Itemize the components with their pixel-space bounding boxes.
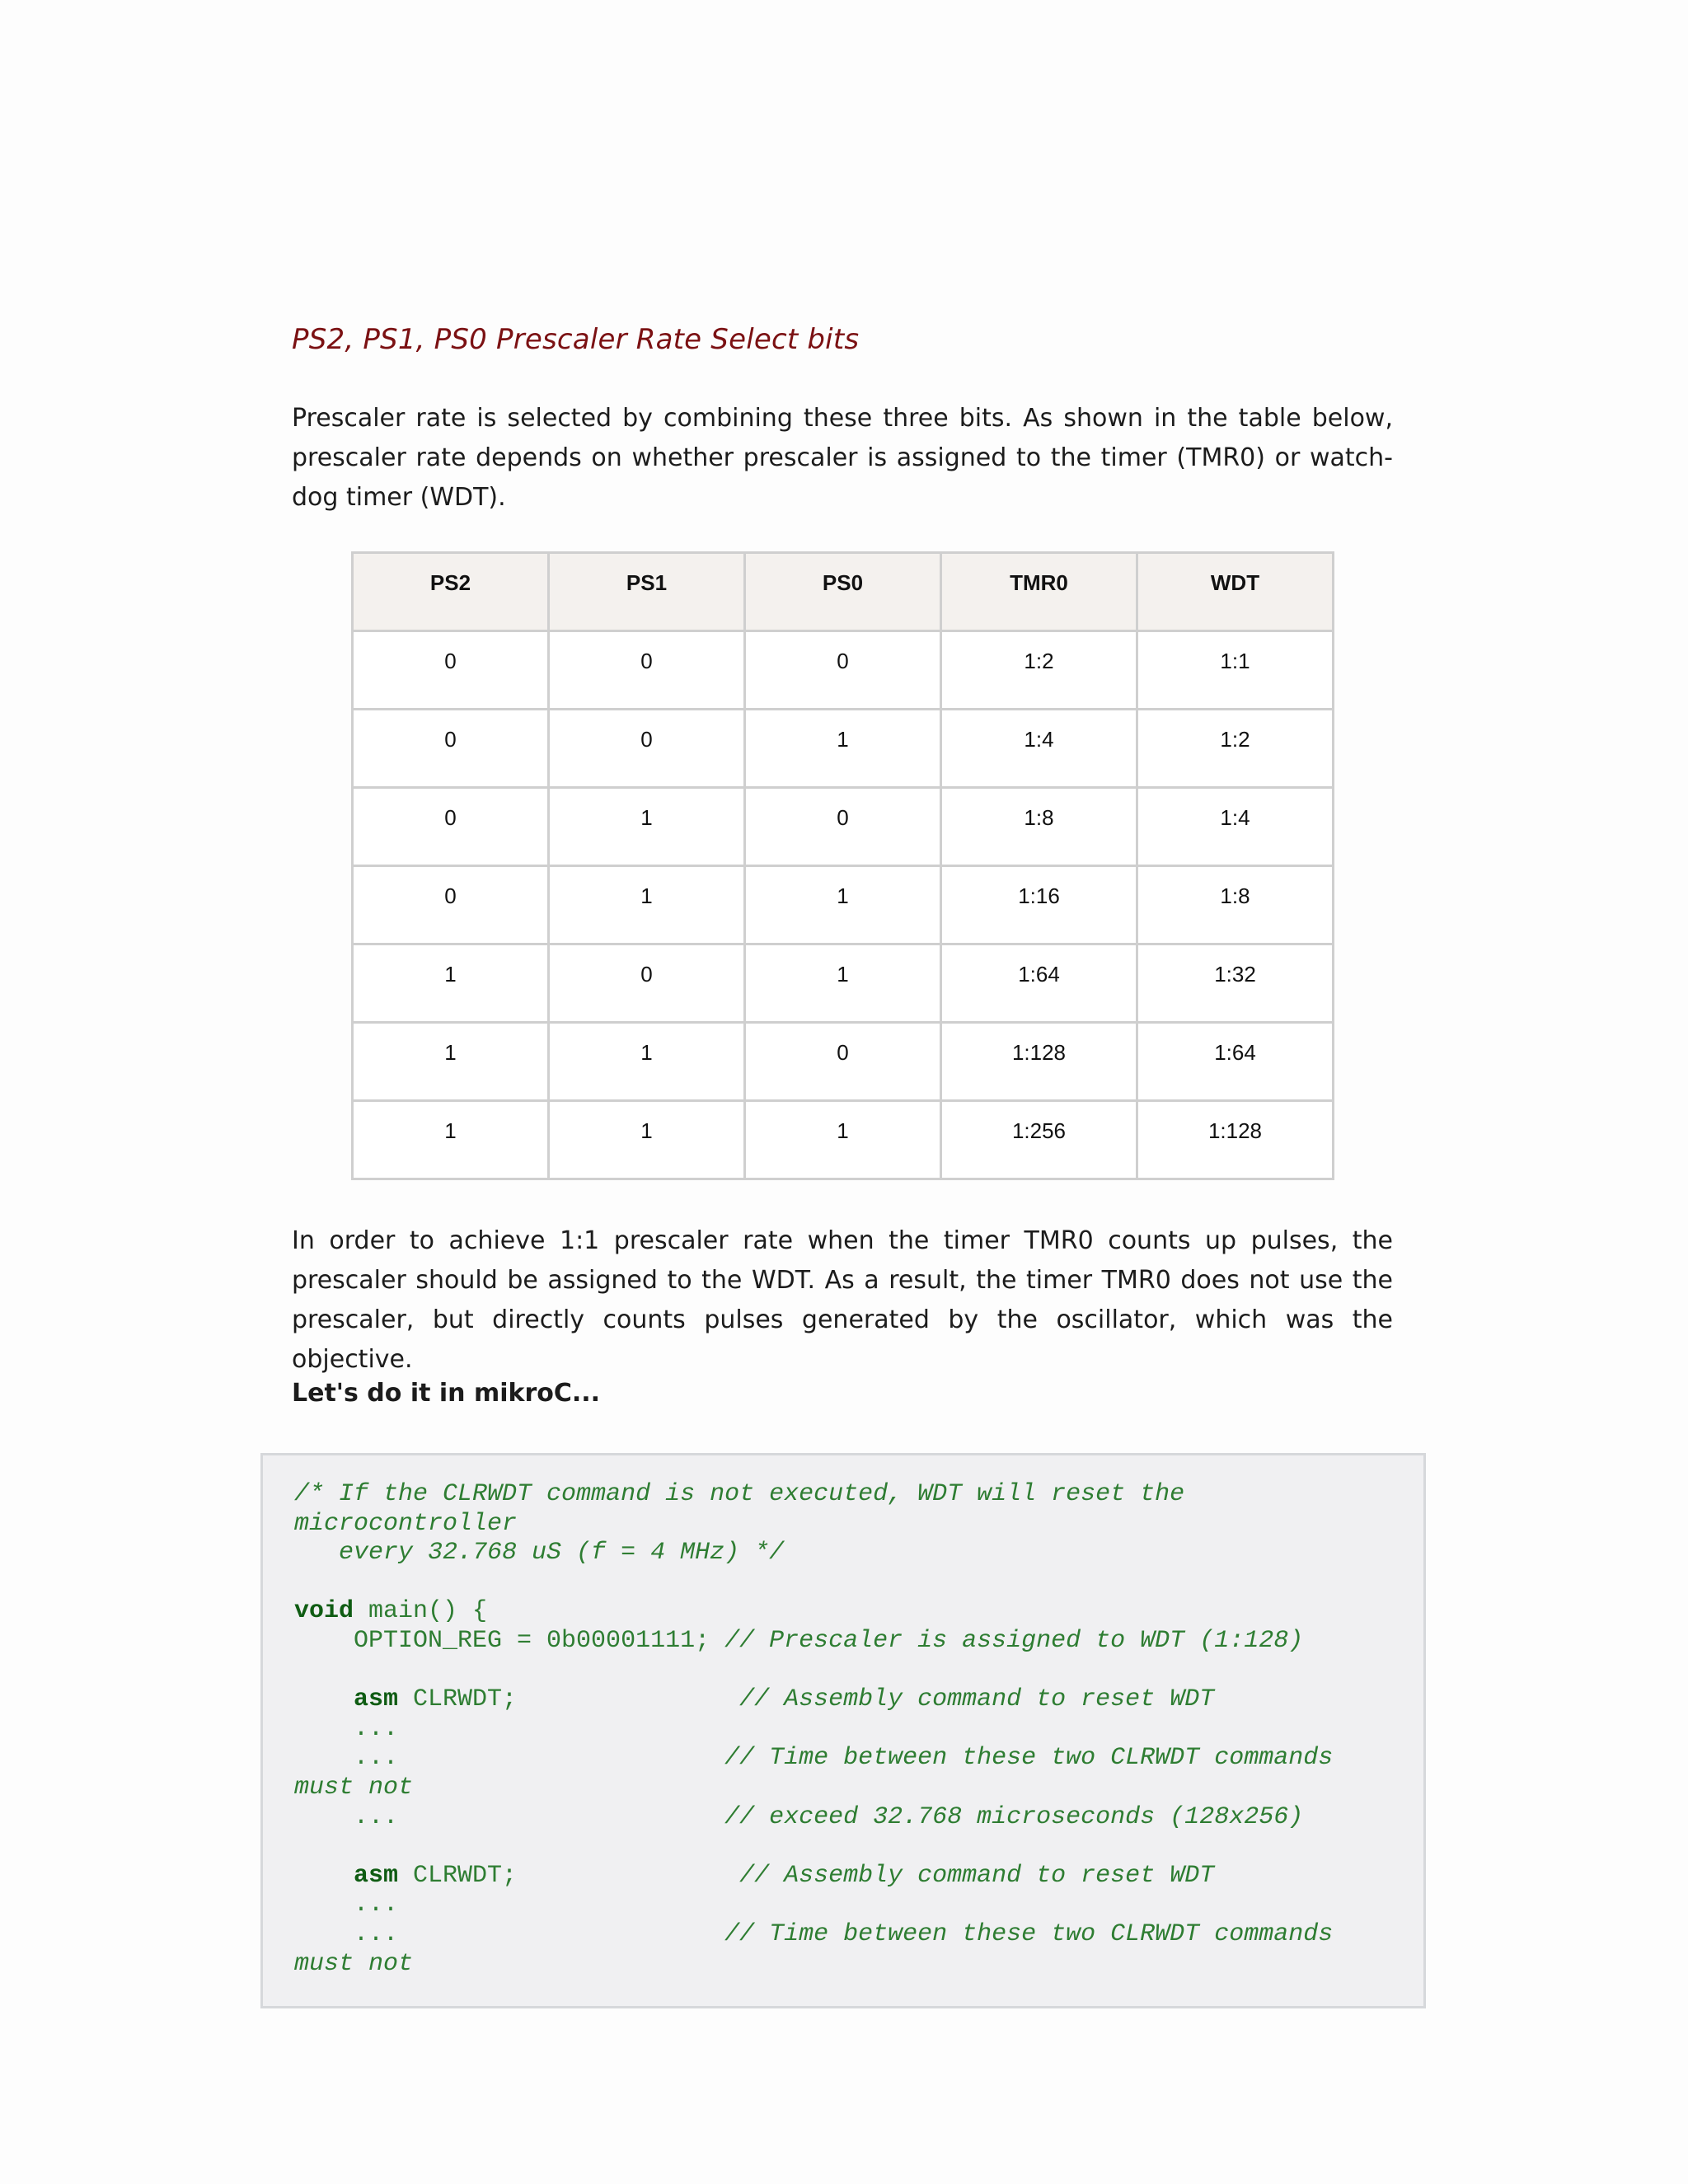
cell-ps1: 1 — [549, 788, 745, 866]
cell-wdt: 1:32 — [1137, 944, 1334, 1023]
table-row — [353, 1023, 1334, 1101]
cell-ps1: 1 — [549, 1023, 745, 1101]
cell-tmr0: 1:64 — [941, 944, 1137, 1023]
cell-ps0: 1 — [745, 1101, 941, 1179]
cell-ps0: 0 — [745, 788, 941, 866]
cell-tmr0: 1:8 — [941, 788, 1137, 866]
cell-tmr0: 1:16 — [941, 866, 1137, 944]
code-comment: must not — [294, 1773, 414, 1802]
section-heading: PS2, PS1, PS0 Prescaler Rate Select bits — [292, 323, 860, 356]
cell-ps2: 1 — [353, 1023, 549, 1101]
cell-tmr0: 1:4 — [941, 710, 1137, 788]
cell-ps1: 0 — [549, 710, 745, 788]
table-header-row — [353, 553, 1334, 631]
cell-ps0: 0 — [745, 631, 941, 710]
code-text: CLRWDT; — [398, 1685, 740, 1714]
table-row — [353, 710, 1334, 788]
intro-paragraph: Prescaler rate is selected by combining these three bits. As shown in the table below, prescaler rate depends on whether prescaler is assigned to the timer (TMR0) or watch-dog timer (WDT). — [292, 404, 1393, 512]
header-ps0: PS0 — [745, 553, 941, 631]
table-row — [353, 944, 1334, 1023]
cell-ps2: 1 — [353, 944, 549, 1023]
cell-ps0: 1 — [745, 866, 941, 944]
cell-ps0: 0 — [745, 1023, 941, 1101]
code-comment: microcontroller — [294, 1509, 518, 1538]
table-row — [353, 1101, 1334, 1179]
cell-ps1: 0 — [549, 631, 745, 710]
code-text: CLRWDT; — [398, 1861, 740, 1890]
header-ps1: PS1 — [549, 553, 745, 631]
cell-wdt: 1:64 — [1137, 1023, 1334, 1101]
cell-ps2: 1 — [353, 1101, 549, 1179]
cell-ps2: 0 — [353, 710, 549, 788]
code-comment: // Time between these two CLRWDT commands — [724, 1744, 1334, 1773]
cell-tmr0: 1:2 — [941, 631, 1137, 710]
cell-tmr0: 1:128 — [941, 1023, 1137, 1101]
code-block — [260, 1453, 1426, 2008]
code-text: ... — [294, 1802, 725, 1831]
cell-ps1: 0 — [549, 944, 745, 1023]
cell-wdt: 1:128 — [1137, 1101, 1334, 1179]
code-text: ... — [294, 1891, 399, 1919]
code-comment: // Assembly command to reset WDT — [739, 1861, 1215, 1890]
table-row — [353, 631, 1334, 710]
code-comment: /* If the CLRWDT command is not executed, WDT will reset the — [294, 1480, 1185, 1508]
cell-wdt: 1:2 — [1137, 710, 1334, 788]
code-text: main() { — [354, 1597, 488, 1626]
code-text: ... — [294, 1919, 725, 1948]
header-wdt: WDT — [1137, 553, 1334, 631]
code-keyword: asm — [354, 1685, 399, 1714]
cell-wdt: 1:8 — [1137, 866, 1334, 944]
cell-ps0: 1 — [745, 710, 941, 788]
cell-ps2: 0 — [353, 866, 549, 944]
code-comment: // exceed 32.768 microseconds (128x256) — [724, 1802, 1304, 1831]
code-comment: // Assembly command to reset WDT — [739, 1685, 1215, 1714]
code-keyword: void — [294, 1597, 354, 1626]
explanation-paragraph: In order to achieve 1:1 prescaler rate when the timer TMR0 counts up pulses, the prescaler should be assigned to the WDT. As a result, the timer TMR0 does not use the prescaler, but directly counts pulses generated by the oscillator, which was the objective. — [292, 1226, 1393, 1374]
code-intro-heading: Let's do it in mikroC... — [292, 1379, 601, 1408]
cell-ps2: 0 — [353, 631, 549, 710]
code-keyword: asm — [354, 1861, 399, 1890]
cell-ps0: 1 — [745, 944, 941, 1023]
code-text: OPTION_REG = 0b00001111; — [294, 1626, 725, 1655]
code-comment: // Time between these two CLRWDT commands — [724, 1919, 1334, 1948]
code-comment: every 32.768 uS (f = 4 MHz) */ — [294, 1539, 785, 1568]
header-tmr0: TMR0 — [941, 553, 1137, 631]
code-text: ... — [294, 1744, 725, 1773]
table-row — [353, 788, 1334, 866]
cell-ps1: 1 — [549, 866, 745, 944]
code-text: ... — [294, 1714, 399, 1743]
cell-ps2: 0 — [353, 788, 549, 866]
code-comment: // Prescaler is assigned to WDT (1:128) — [724, 1626, 1304, 1655]
code-listing — [294, 1480, 1423, 1979]
cell-ps1: 1 — [549, 1101, 745, 1179]
header-ps2: PS2 — [353, 553, 549, 631]
cell-tmr0: 1:256 — [941, 1101, 1137, 1179]
code-comment: must not — [294, 1949, 414, 1978]
cell-wdt: 1:4 — [1137, 788, 1334, 866]
prescaler-table — [351, 551, 1334, 1180]
table-row — [353, 866, 1334, 944]
cell-wdt: 1:1 — [1137, 631, 1334, 710]
